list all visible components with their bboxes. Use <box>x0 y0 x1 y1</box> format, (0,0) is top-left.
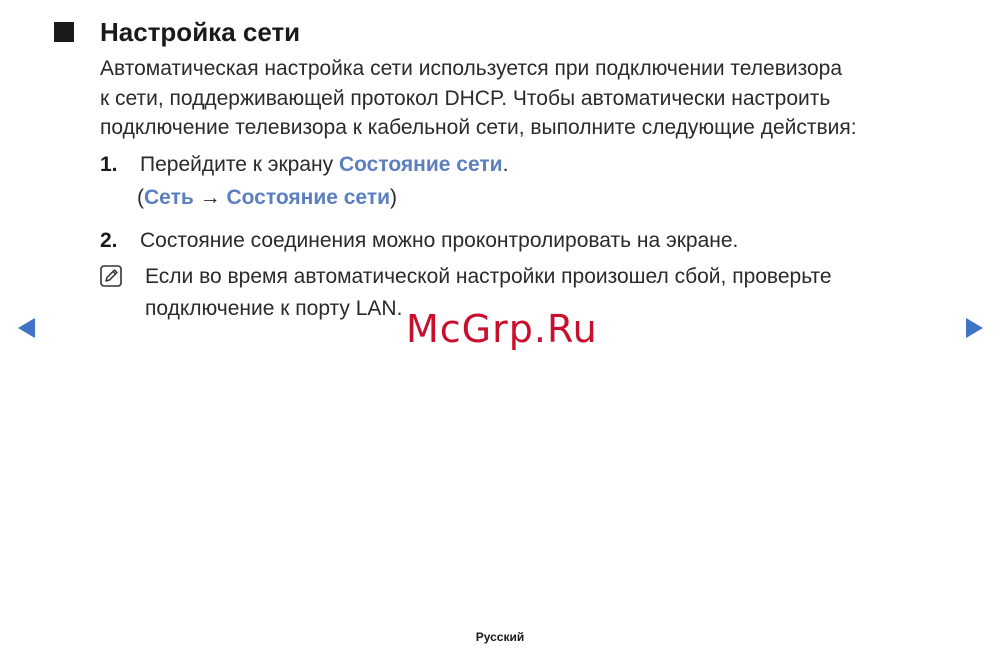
heading-bullet-square <box>54 22 74 42</box>
path-item-network-status[interactable]: Состояние сети <box>226 186 391 209</box>
step-suffix: . <box>502 153 509 176</box>
intro-line: Автоматическая настройка сети используется при подключении телевизора <box>100 57 843 80</box>
watermark-logo: McGrp.Ru <box>406 307 598 351</box>
step-2 <box>100 226 738 256</box>
intro-paragraph <box>100 54 960 143</box>
intro-line: к сети, поддерживающей протокол DHCP. Чтобы автоматически настроить <box>100 86 831 110</box>
step-1 <box>100 150 508 180</box>
step-text: Перейдите к экрану <box>140 153 339 176</box>
step-text: Состояние соединения можно проконтролировать на экране. <box>140 229 739 252</box>
step-highlight-link[interactable]: Состояние сети <box>338 153 503 176</box>
path-close-paren: ) <box>390 186 398 209</box>
path-item-network[interactable]: Сеть <box>144 186 194 209</box>
triangle-left-icon[interactable] <box>18 318 35 338</box>
section-title: Настройка сети <box>100 17 301 47</box>
triangle-right-icon[interactable] <box>966 318 983 338</box>
path-open-paren: ( <box>137 186 144 209</box>
footer-language: Русский <box>475 630 525 644</box>
step-number: 2. <box>100 229 118 252</box>
note-line: подключение к порту LAN. <box>145 297 403 320</box>
note-pencil-icon <box>100 265 122 287</box>
note-line: Если во время автоматической настройки произошел сбой, проверьте <box>145 265 832 288</box>
step-1-menu-path <box>137 183 397 213</box>
step-number: 1. <box>100 153 118 176</box>
path-arrow: → <box>193 186 227 209</box>
intro-line: подключение телевизора к кабельной сети, выполните следующие действия: <box>100 116 857 139</box>
